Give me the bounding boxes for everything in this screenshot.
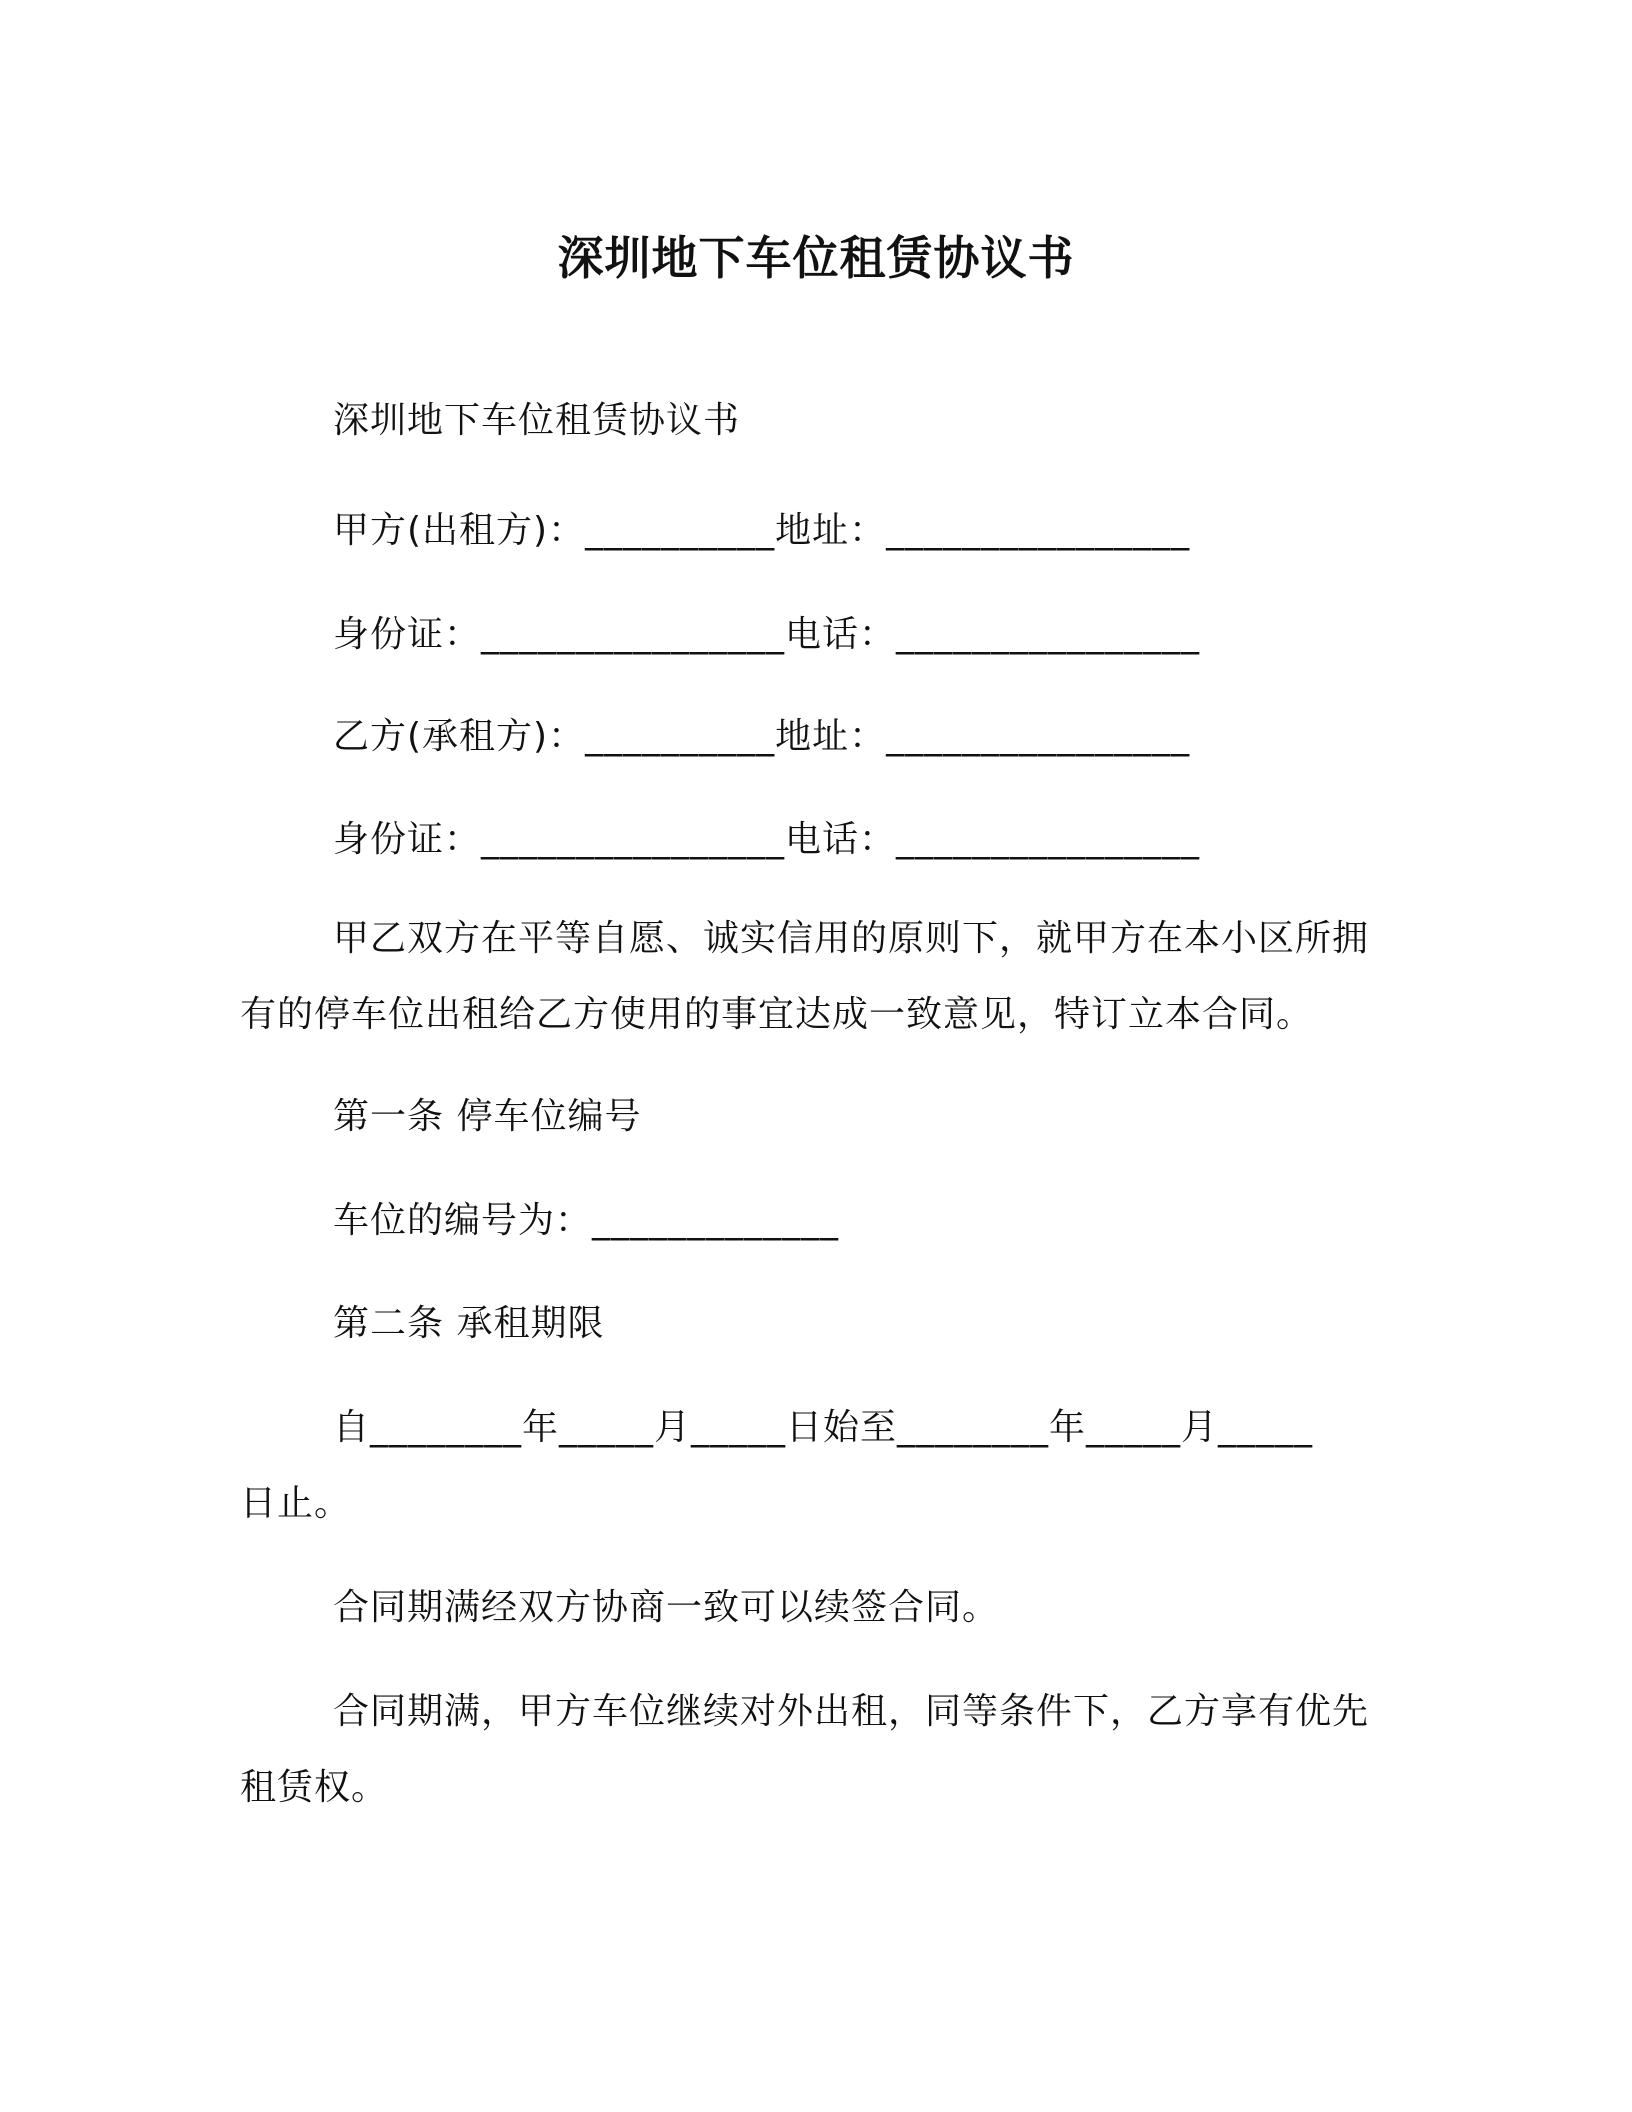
- term-line-1: 自________年_____月_____日始至________年_____月_____: [333, 1407, 1314, 1448]
- renewal-line: 合同期满经双方协商一致可以续签合同。: [333, 1587, 1000, 1628]
- parking-number-line: 车位的编号为：_____________: [333, 1200, 840, 1241]
- document-title: 深圳地下车位租赁协议书: [557, 231, 1075, 285]
- priority-line-1: 合同期满，甲方车位继续对外出租，同等条件下，乙方享有优先: [333, 1691, 1370, 1732]
- party-a-line: 甲方(出租方)：__________地址：________________: [333, 510, 1191, 551]
- priority-line-2: 租赁权。: [240, 1767, 389, 1808]
- party-b-line: 乙方(承租方)：__________地址：________________: [333, 716, 1191, 757]
- article-1-heading: 第一条 停车位编号: [333, 1096, 642, 1137]
- term-line-2: 日止。: [240, 1483, 352, 1524]
- party-a-id-line: 身份证：________________电话：________________: [333, 614, 1201, 655]
- preamble-line-1: 甲乙双方在平等自愿、诚实信用的原则下，就甲方在本小区所拥: [333, 918, 1370, 959]
- subtitle-line: 深圳地下车位租赁协议书: [333, 400, 741, 441]
- article-2-heading: 第二条 承租期限: [333, 1303, 605, 1344]
- party-b-id-line: 身份证：________________电话：________________: [333, 819, 1201, 860]
- preamble-line-2: 有的停车位出租给乙方使用的事宜达成一致意见，特订立本合同。: [240, 994, 1314, 1035]
